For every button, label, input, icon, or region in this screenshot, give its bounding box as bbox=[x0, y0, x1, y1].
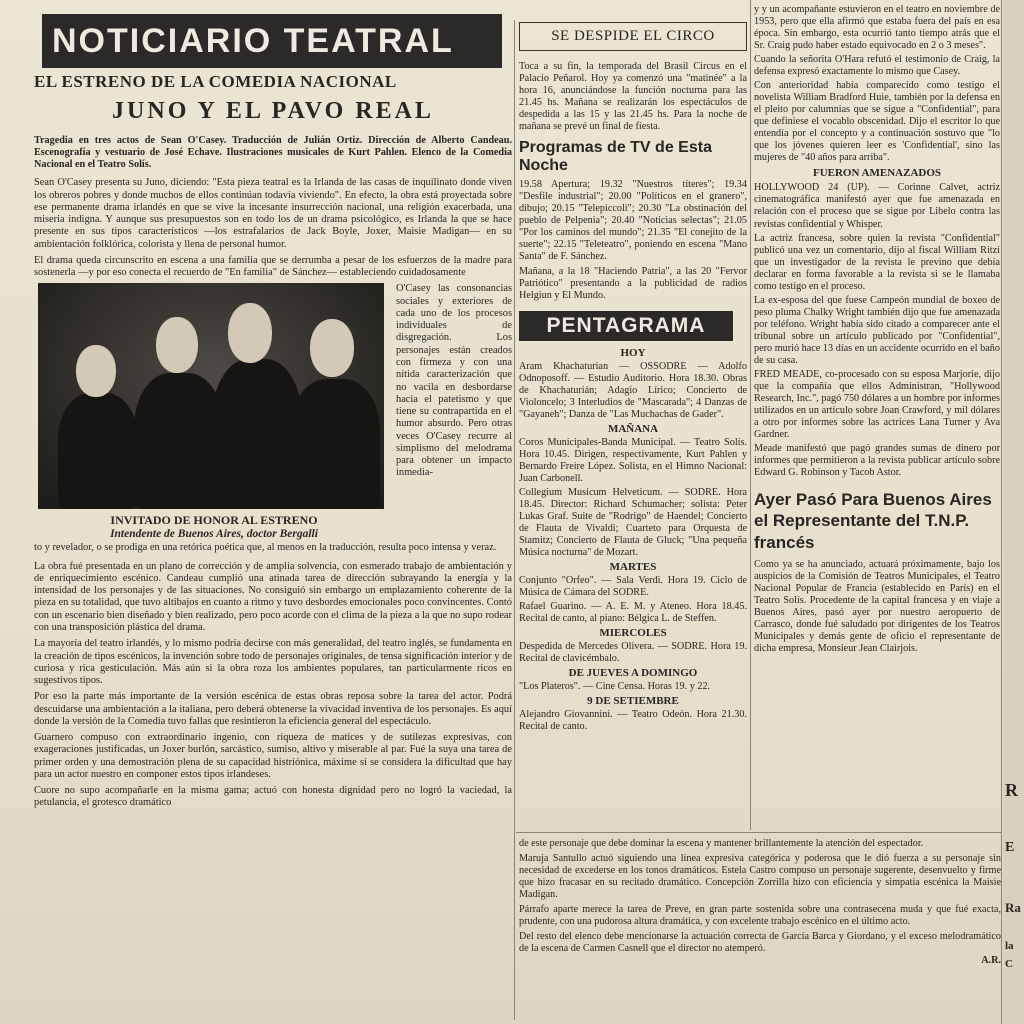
edge-text: Ra bbox=[1005, 900, 1021, 915]
day-heading: MAÑANA bbox=[607, 422, 659, 435]
person-figure bbox=[212, 359, 302, 509]
listing-item: Alejandro Giovannini. — Teatro Odeón. Hora 21.30. Recital de canto. bbox=[519, 709, 747, 733]
article-paragraph: El drama queda circunscrito en escena a una familia que se derrumba a pesar de los esfuerzos de la madre para sostenerla —y por eso conecta el recuerdo de "En familia" de Sánchez— estableciendo cuidadosamente bbox=[34, 254, 512, 279]
person-face bbox=[228, 303, 272, 363]
news-paragraph: HOLLYWOOD 24 (UP). — Corinne Calvet, actriz cinematográfica manifestó ayer que fue amenazada en relación con el proceso que se sigue por Libelo contra las revistas confidential y Whisper. bbox=[754, 182, 1000, 230]
article-paragraph: de este personaje que debe dominar la escena y mantener brillantemente la atención del espectador. bbox=[519, 838, 924, 849]
edge-text: E bbox=[1005, 840, 1015, 855]
article-paragraph: Cuore no supo acompañarle en la misma gama; actuó con honesta dignidad pero no logró la vaciedad, la petulancia, el grotesco dramático bbox=[34, 785, 512, 809]
tv-headline: Programas de TV de Esta Noche bbox=[519, 139, 712, 175]
person-figure bbox=[290, 379, 380, 509]
article-paragraph-wrap: O'Casey las consonancias sociales y exteriores de cada uno de los procesos individuales de disgregación. Los personajes están creados con firmeza y con una nítida caracterización que no vacila en desbordarse hacia el patetismo y que tiene su contrapartida en el humor absurdo. Pero otras veces O'Casey recurre al simplismo del melodrama para obtener un impacto inmedia- bbox=[396, 283, 512, 479]
article-paragraph: Sean O'Casey presenta su Juno, diciendo: "Esta pieza teatral es la Irlanda de las casas de inquilinato donde viven los obreros pobres y donde muchos de ellos continúan todavía viviendo". En efecto, la obra está proyectada sobre ese permanente drama irlandés en que se vive la incesante insurrección nacional, una religión exacerbada, una miseria indigna. Y aunque sus presupuestos son en todo los de un drama psicológico, es Irlanda la que se hace presente en sus tipos característicos —los estrafalarios de Jack Boyle, Joxer, Maisie Madigan— en su ambientación folklórica, colorista y llena de personal humor. bbox=[34, 177, 512, 250]
event-photo bbox=[38, 283, 384, 509]
adjacent-page-edge bbox=[1003, 0, 1024, 1024]
pentagrama-banner: PENTAGRAMA bbox=[519, 311, 733, 341]
caption-title: INVITADO DE HONOR AL ESTRENO bbox=[110, 513, 318, 528]
listing-item: "Los Plateros". — Cine Censa. Horas 19. y 22. bbox=[519, 681, 711, 693]
tnp-headline: Ayer Pasó Para Buenos Aires el Representante del T.N.P. francés bbox=[754, 490, 992, 552]
article-paragraph: Guarnero compuso con extraordinario ingenio, con riqueza de matices y de sutilezas expresivas, con exageraciones justificadas, un Joxer burlón, sarcástico, sumiso, altivo y miserable al par. Fué la suya una tarea de primer orden y una demostración plena de su capacidad histriónica, máxime si se considera la dificultad que hay para un actor nuestro en componer estos tipos irlandeses. bbox=[34, 732, 512, 780]
column-divider bbox=[1001, 0, 1002, 1024]
photo-caption bbox=[34, 513, 512, 540]
edge-text: R bbox=[1005, 780, 1018, 800]
person-figure bbox=[134, 373, 224, 509]
day-heading: HOY bbox=[620, 346, 646, 359]
news-paragraph: Cuando la señorita O'Hara refutó el testimonio de Craig, la defensa expresó exactamente lo mismo que Casey. bbox=[754, 54, 1000, 78]
listing-item: Coros Municipales-Banda Municipal. — Teatro Solís. Hora 10.45. Dirigen, respectivamente, Kurt Pahlen y Bernardo Freire López. Solista, en el Himno Nacional: Juan Carbonell. bbox=[519, 436, 747, 484]
article-paragraph: La obra fué presentada en un plano de corrección y de amplia solvencia, con esmerado trabajo de ambientación y de enriquecimiento escénico. Candeau cumplió una atinada tarea de dirección subrayando la energía y la intensidad de los personajes y de las situaciones. No consiguió sin embargo un emplazamiento coherente de la pieza en su totalidad, que tuvo altibajos en cuanto a ritmo y tuvo desbordes emocionales poco convincentes. Contó con un escenario bien diseñado y bien realizado, pero poco acorde con el clima de la pieza a la que no supo rodear con una transposición plástica del drama. bbox=[34, 560, 512, 633]
news-paragraph: Meade manifestó que pagó grandes sumas de dinero por informes que permitieron a la revista publicar artículo sobre Edward G. Robinson y Tacob Astor. bbox=[754, 443, 1000, 479]
news-paragraph: FRED MEADE, co-procesado con su esposa Marjorie, dijo que la compañía que ellos Administran, "Hollywood Research, Inc.", pagó 750 dólares a un hombre por informes utilizados en un artículo sobre Joan Crawford, y mil dólares a otro por informes sobre las actrices Lana Turner y Ava Gardner. bbox=[754, 368, 1000, 441]
news-paragraph: Como ya se ha anunciado, actuará próximamente, bajo los auspicios de la Comisión de Teatros Municipales, el Teatro Nacional Popular de Francia (establecido en París) en el Teatro Solís. Procedente de la capital francesa y en viaje a Buenos Aires, pasó ayer por nuestro aeropuerto de Carrasco, donde fué saludado por dirigentes de los Teatros Municipales y demás gente de oficio el representante de dicha empresa, Monsieur Jean Clairjois. bbox=[754, 558, 1000, 655]
person-face bbox=[76, 345, 116, 397]
day-heading: MIERCOLES bbox=[599, 627, 667, 640]
article-paragraph: to y revelador, o se prodiga en una retórica poética que, al menos en la traducción, resulta poco intensa y veraz. bbox=[34, 542, 497, 554]
tv-text: 19.58 Apertura; 19.32 "Nuestros títeres"; 19.34 "Desfile industrial"; 20.00 "Políticos en el granero", dibujo; 20.15 "Telepiccoli"; 20.30 "La obstinación del pueblo de Pelpenia"; 20.40 "Noticias selectas"; 21.05 "Por los caminos del mundo"; 21.35 "El conejito de la suerte"; 22.15 "Teleteatro", poniendo en escena "Mano Santa" de F. Sánchez. bbox=[519, 179, 747, 263]
column-divider bbox=[750, 0, 751, 830]
section-divider bbox=[516, 832, 1002, 833]
listing-item: Despedida de Mercedes Olivera. — SODRE. Hora 19. Recital de clavicémbalo. bbox=[519, 641, 747, 665]
news-paragraph: La ex-esposa del que fuese Campeón mundial de boxeo de peso pluma Chalky Wright también dijo que fue amenazada por teléfono. Wright había sido citado a comparecer ante el tribunal sobre un artículo publicado por "Confidential", pero murió hace 13 días en un accidente ocurrido en el baño de su casa. bbox=[754, 294, 1000, 366]
right-column bbox=[754, 4, 1000, 655]
section-banner: NOTICIARIO TEATRAL bbox=[42, 14, 502, 68]
listing-item: Aram Khachaturian — OSSODRE — Adolfo Odnoposoff. — Estudio Auditorio. Hora 18.30. Obras de Khachaturián; Adagio Lírico; Concierto de Violoncelo; 3 Interludios de "Mascarada"; 4 Danzas de "Gayaneh"; Danza de "Las Muchachas de Gader". bbox=[519, 360, 747, 420]
listing-item: Rafael Guarino. — A. E. M. y Ateneo. Hora 18.45. Recital de canto, al piano: Bélgica L. de Steffen. bbox=[519, 601, 747, 625]
author-signature: A.R. bbox=[981, 955, 1001, 967]
article-paragraph: La mayoría del teatro irlandés, y lo mismo podría decirse con más generalidad, del teatro inglés, se fundamenta en la creación de tipos escénicos, la invención sobre todo de personajes originales, de tensa significación interior y de curiosa y rica gesticulación. Más aún si la obra roza los ambientes populares, tan particularmente ricos en sugestivos tipos. bbox=[34, 638, 512, 687]
article-credits: Tragedia en tres actos de Sean O'Casey. Traducción de Julián Ortiz. Dirección de Alberto Candeau. Escenografía y vestuario de José Echave. Ilustraciones musicales de Kurt Pahlen. Elenco de la Comedia Nacional en el Teatro Solís. bbox=[34, 135, 512, 171]
tv-text: Mañana, a la 18 "Haciendo Patria", a las 20 "Fervor Patriótico" presentando a la publicidad de radios Helgiun y El Mundo. bbox=[519, 266, 747, 302]
person-figure bbox=[58, 393, 138, 509]
circo-headline: SE DESPIDE EL CIRCO bbox=[519, 22, 747, 51]
news-paragraph: La actriz francesa, sobre quien la revista "Confidential" publicó una vez un comentario, dijo al fiscal William Ritzi que un investigador de la revista le previno que debía declarar en forma favorable a la revista si se le llamaba como testigo en el proceso. bbox=[754, 232, 1000, 292]
day-heading: MARTES bbox=[609, 560, 657, 573]
news-paragraph: Con anterioridad había comparecido como testigo el novelista William Bradford Huie, también por la defensa en el pleito por calumnias que se sigue a "Confidential", para que definiese el vocablo obscenidad. Dijo el escritor lo que entendía por el concepto y a continuación sostuvo que "lo que los jóvenes quieren leer es 'Confidential', sino las mujeres de "40 años para arriba". bbox=[754, 80, 1000, 164]
article-headline: JUNO Y EL PAVO REAL bbox=[112, 98, 434, 124]
news-paragraph: y y un acompañante estuvieron en el teatro en noviembre de 1953, pero que ella afirmó que estaba fuera del país en esa época. Sin embargo, esta ocurrió tanto tiempo atrás que el Sr. Craig pudo haber estado equivocado en 2 o 3 meses". bbox=[754, 4, 1000, 52]
article-paragraph: Del resto del elenco debe mencionarse la actuación correcta de García Barca y Giordano, y el exceso melodramático de la escena de Carmen Casnell que el director no atemperó. bbox=[519, 931, 1001, 955]
day-heading: DE JUEVES A DOMINGO bbox=[568, 667, 698, 680]
article-kicker: EL ESTRENO DE LA COMEDIA NACIONAL bbox=[34, 72, 397, 91]
article-paragraph: Por eso la parte más importante de la versión escénica de estas obras reposa sobre la tarea del actor. Podrá descuidarse una ambientación a la italiana, pero deberá obtenerse la vivacidad inventiva de los personajes. Es aquí donde la versión de la Comedia tuvo fallas que resintieron la eficiencia general del espectáculo. bbox=[34, 691, 512, 727]
teatral-continuation bbox=[519, 838, 1001, 966]
column-divider bbox=[514, 20, 515, 1020]
person-face bbox=[156, 317, 198, 373]
day-heading: 9 DE SETIEMBRE bbox=[587, 695, 679, 708]
teatral-column bbox=[34, 14, 512, 810]
listing-item: Conjunto "Orfeo". — Sala Verdi. Hora 19. Ciclo de Música de Cámara del SODRE. bbox=[519, 574, 747, 598]
edge-text: C bbox=[1005, 958, 1013, 970]
middle-column bbox=[519, 22, 747, 733]
caption-subtitle: Intendente de Buenos Aires, doctor Bergalli bbox=[110, 528, 318, 541]
article-paragraph: Párrafo aparte merece la tarea de Preve, en gran parte sostenida sobre una contrasecena muda y que fué exacta, prudente, con una pudorosa altura dramática, y con excelente trabajo escénico en el último acto. bbox=[519, 904, 1001, 928]
news-subhead: FUERON AMENAZADOS bbox=[812, 167, 942, 180]
edge-text: la bbox=[1005, 940, 1014, 952]
article-paragraph: Maruja Santullo actuó siguiendo una línea expresiva categórica y poderosa que le dió fuerza a su personaje sin necesidad de excederse en los tonos dramáticos. Estela Castro compuso un personaje sugerente, desenvuelto y firme que hizo fracasar en su recitado dramático. Concepción Zorrilla hizo con eficiencia y simpatía escénica la Maisie Madigan. bbox=[519, 853, 1001, 901]
person-face bbox=[310, 319, 354, 377]
circo-text: Toca a su fin, la temporada del Brasil Circus en el Palacio Peñarol. Hoy ya comenzó una "matinée" a la hora 16, anunciándose la función nocturna para las 21.45 hs. Mañana se realizarán los espectáculos de despedida a las 15 y las 21.45 hs. Para la noche de mañana se prevé un final de fiesta. bbox=[519, 61, 747, 133]
listing-item: Collegium Musicum Helveticum. — SODRE. Hora 18.45. Director: Richard Schumacher; solista: Peter Lukas Graf. Suite de "Rodrigo" de Haendel; Concierto de Flauta de Vivaldi; Cuarteto para Orquesta de Stamitz; Concierto de Flauta de Gluck; "Una pequeña Música nocturna" de Mozart. bbox=[519, 486, 747, 558]
